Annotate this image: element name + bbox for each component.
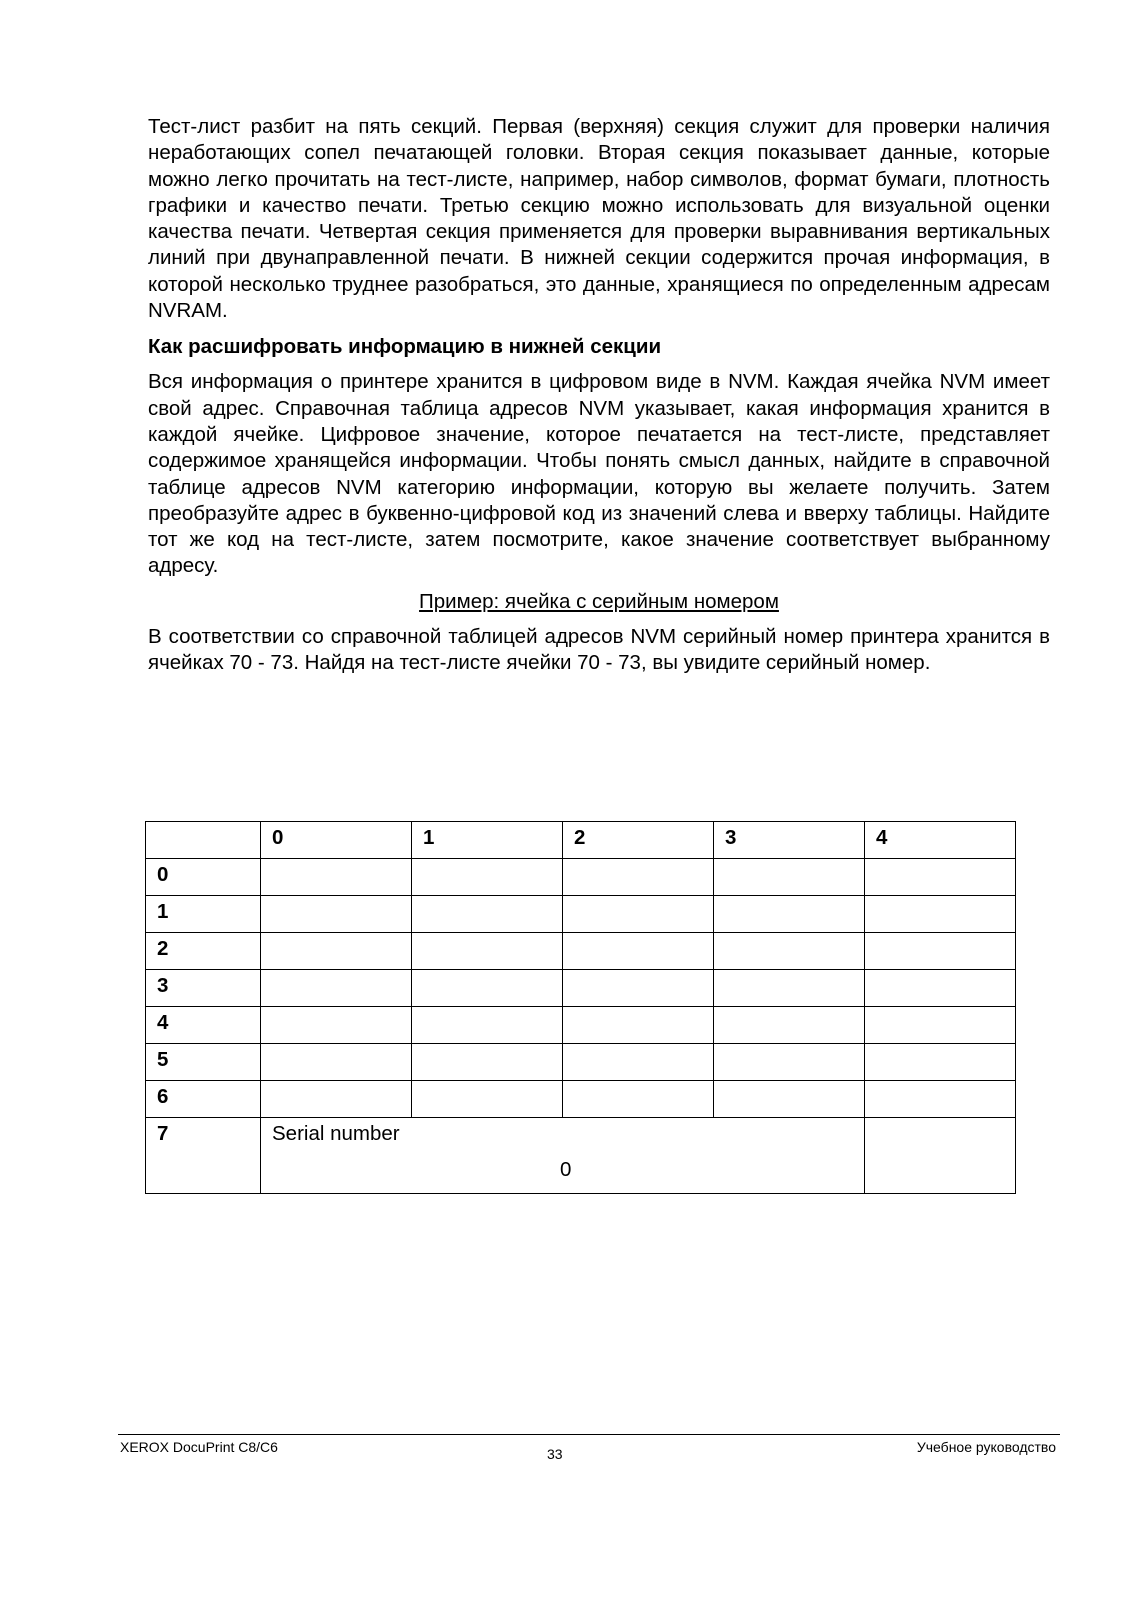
table-cell (563, 1081, 714, 1118)
example-title: Пример: ячейка с серийным номером (419, 589, 779, 613)
row-header: 5 (146, 1044, 261, 1081)
footer-title: Учебное руководство (916, 1439, 1056, 1455)
table-row (146, 1118, 1016, 1194)
row-header: 0 (146, 859, 261, 896)
table-cell (865, 933, 1016, 970)
table-row (146, 1044, 1016, 1081)
nvm-address-table (145, 821, 1016, 1194)
table-cell (714, 1007, 865, 1044)
table-cell (412, 1081, 563, 1118)
table-cell (865, 859, 1016, 896)
column-header: 2 (563, 822, 714, 859)
table-corner-cell (146, 822, 261, 859)
table-cell (412, 1007, 563, 1044)
column-header: 3 (714, 822, 865, 859)
table-cell (714, 933, 865, 970)
serial-number-value: 0 (560, 1158, 572, 1181)
table-cell (261, 896, 412, 933)
table-row (146, 859, 1016, 896)
table-cell (714, 896, 865, 933)
table-cell (714, 970, 865, 1007)
example-paragraph: В соответствии со справочной таблицей адресов NVM серийный номер принтера хранится в ячейках 70 - 73. Найдя на тест-листе ячейки 70 - 73, вы увидите серийный номер. (148, 624, 1050, 675)
table-cell (412, 859, 563, 896)
table-cell (714, 859, 865, 896)
table-cell (865, 1081, 1016, 1118)
table-cell (714, 1081, 865, 1118)
table-cell (865, 970, 1016, 1007)
row-header: 7 (146, 1118, 261, 1194)
row-header: 2 (146, 933, 261, 970)
table-cell (865, 896, 1016, 933)
table-cell (865, 1044, 1016, 1081)
table-cell (261, 970, 412, 1007)
table-cell (865, 1118, 1016, 1194)
column-header: 0 (261, 822, 412, 859)
intro-paragraph: Тест-лист разбит на пять секций. Первая (верхняя) секция служит для проверки наличия неработающих сопел печатающей головки. Вторая секция показывает данные, которые можно легко прочитать на тест-листе, например, набор символов, формат бумаги, плотность графики и качество печати. Третью секцию можно использовать для визуальной оценки качества печати. Четвертая секция применяется для проверки выравнивания вертикальных линий при двунаправленной печати. В нижней секции содержится прочая информация, в которой несколько труднее разобраться, это данные, хранящиеся по определенным адресам NVRAM. (148, 115, 1050, 323)
body-paragraph: Вся информация о принтере хранится в цифровом виде в NVM. Каждая ячейка NVM имеет свой адрес. Справочная таблица адресов NVM указывает, какая информация хранится в каждой ячейке. Цифровое значение, которое печатается на тест-листе, представляет содержимое хранящейся информации. Чтобы понять смысл данных, найдите в справочной таблице адресов NVM категорию информации, которую вы желаете получить. Затем преобразуйте адрес в буквенно-цифровой код из значений слева и вверху таблицы. Найдите тот же код на тест-листе, затем посмотрите, какое значение соответствует выбранному адресу. (148, 370, 1050, 578)
table-cell (261, 1007, 412, 1044)
table-cell (412, 970, 563, 1007)
row-header: 6 (146, 1081, 261, 1118)
table-cell (261, 859, 412, 896)
serial-number-cell (261, 1118, 865, 1194)
column-header: 4 (865, 822, 1016, 859)
table-cell (412, 933, 563, 970)
table-cell (563, 859, 714, 896)
page-number: 33 (547, 1446, 563, 1462)
section-heading: Как расшифровать информацию в нижней секции (148, 335, 662, 359)
table-cell (261, 1081, 412, 1118)
table-cell (563, 933, 714, 970)
row-header: 3 (146, 970, 261, 1007)
table-row (146, 970, 1016, 1007)
table-cell (865, 1007, 1016, 1044)
table-cell (261, 933, 412, 970)
table-cell (563, 1044, 714, 1081)
table-header-row (146, 822, 1016, 859)
row-header: 1 (146, 896, 261, 933)
table-row (146, 933, 1016, 970)
column-header: 1 (412, 822, 563, 859)
table-cell (412, 896, 563, 933)
table-cell (563, 896, 714, 933)
table-cell (261, 1044, 412, 1081)
document-body (148, 114, 1050, 676)
table-row (146, 896, 1016, 933)
table-row (146, 1007, 1016, 1044)
table-cell (412, 1044, 563, 1081)
footer-product: XEROX DocuPrint C8/C6 (120, 1439, 278, 1455)
table-cell (714, 1044, 865, 1081)
table-cell (563, 1007, 714, 1044)
row-header: 4 (146, 1007, 261, 1044)
table-row (146, 1081, 1016, 1118)
footer-divider (118, 1434, 1060, 1435)
serial-number-label: Serial number (272, 1122, 400, 1145)
table-cell (563, 970, 714, 1007)
